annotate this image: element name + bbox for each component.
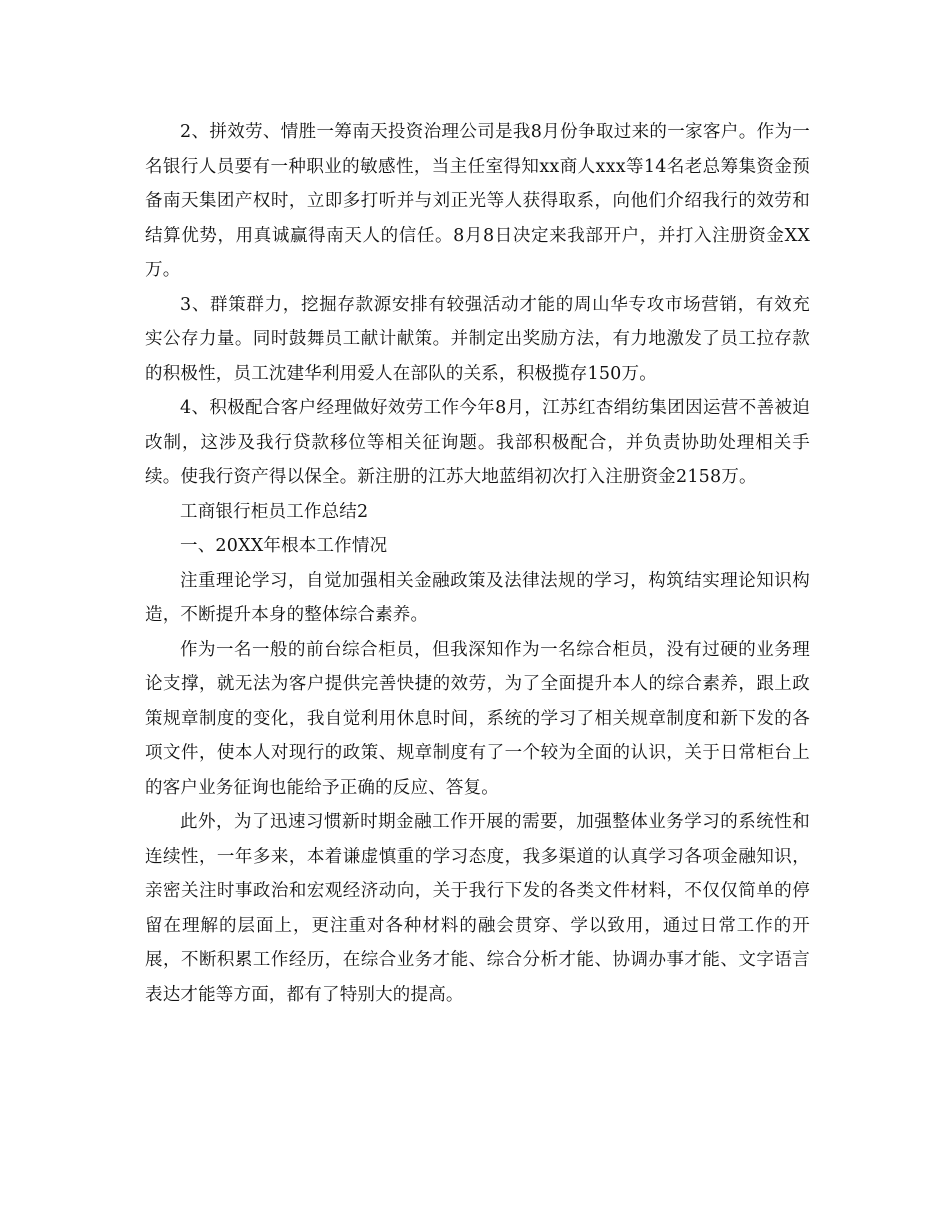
- paragraph-continuous-learning: 此外，为了迅速习惯新时期金融工作开展的需要，加强整体业务学习的系统性和连续性，一年多来，本着谦虚慎重的学习态度，我多渠道的认真学习各项金融知识，亲密关注时事政治和宏观经济动向，关于我行下发的各类文件材料，不仅仅简单的停留在理解的层面上，更注重对各种材料的融会贯穿、学以致用，通过日常工作的开展，不断积累工作经历，在综合业务才能、综合分析才能、协调办事才能、文字语言表达才能等方面，都有了特别大的提高。: [145, 812, 810, 1005]
- section-subtitle: 一、20XX年根本工作情况: [180, 536, 388, 556]
- paragraph-client-nantian: 2、拼效劳、情胜一筹南天投资治理公司是我8月份争取过来的一家客户。作为一名银行人员要有一种职业的敏感性，当主任室得知xx商人xxx等14名老总筹集资金预备南天集团产权时，立即多打听并与刘正光等人获得取系，向他们介绍我行的效劳和结算优势，用真诚赢得南天人的信任。8月8日决定来我部开户，并打入注册资金XX万。: [145, 122, 810, 280]
- paragraph-theory-study: 注重理论学习，自觉加强相关金融政策及法律法规的学习，构筑结实理论知识构造，不断提升本身的整体综合素养。: [145, 570, 810, 625]
- document-page: [145, 115, 810, 1012]
- paragraph-team-effort: 3、群策群力，挖掘存款源安排有较强活动才能的周山华专攻市场营销，有效充实公存力量。同时鼓舞员工献计献策。并制定出奖励方法，有力地激发了员工拉存款的积极性，员工沈建华利用爱人在部队的关系，积极揽存150万。: [145, 294, 810, 384]
- paragraph-client-manager-cooperation: 4、积极配合客户经理做好效劳工作今年8月，江苏红杏绢纺集团因运营不善被迫改制，这涉及我行贷款移位等相关征询题。我部积极配合，并负责协助处理相关手续。使我行资产得以保全。新注册的江苏大地蓝绢初次打入注册资金2158万。: [145, 398, 810, 487]
- paragraph-teller-role: 作为一名一般的前台综合柜员，但我深知作为一名综合柜员，没有过硬的业务理论支撑，就无法为客户提供完善快捷的效劳，为了全面提升本人的综合素养，跟上政策规章制度的变化，我自觉利用休息时间，系统的学习了相关规章制度和新下发的各项文件，使本人对现行的政策、规章制度有了一个较为全面的认识，关于日常柜台上的客户业务征询也能给予正确的反应、答复。: [145, 639, 810, 798]
- section-title: 工商银行柜员工作总结2: [180, 501, 369, 522]
